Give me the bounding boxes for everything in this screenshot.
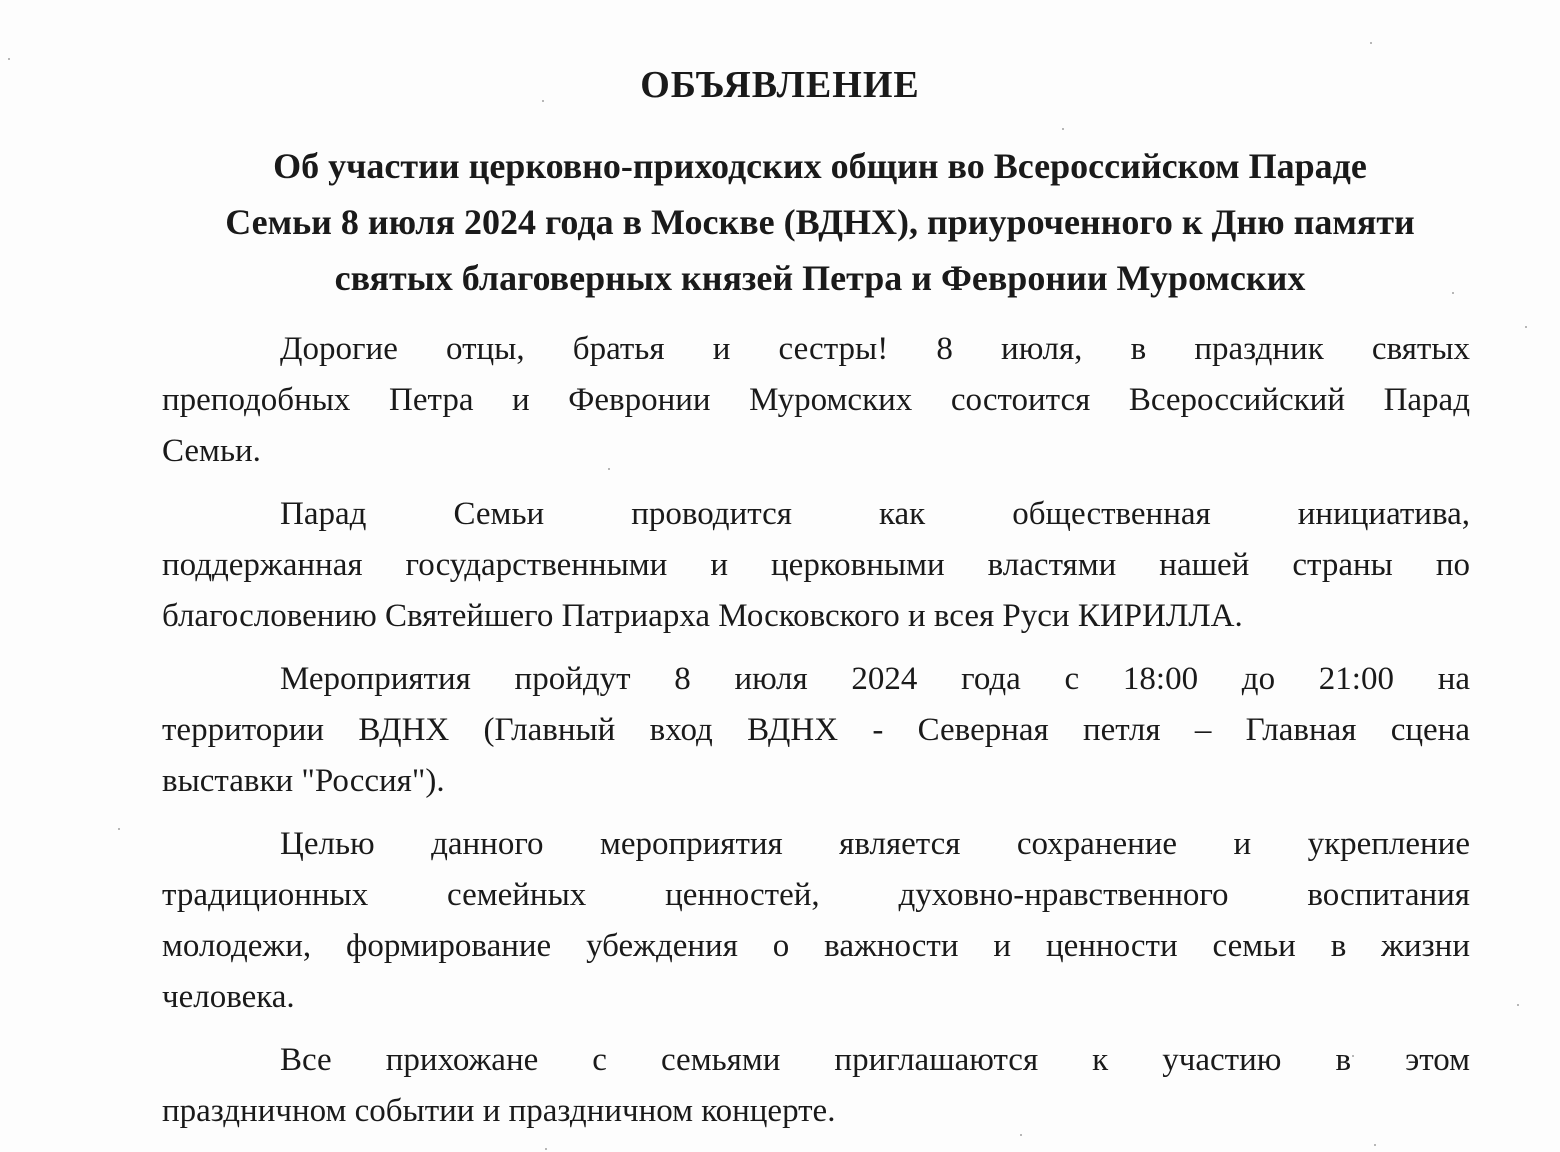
document-body xyxy=(162,324,1470,1149)
text-line: территории ВДНХ (Главный вход ВДНХ - Северная петля – Главная сцена xyxy=(162,712,1470,748)
document-subject xyxy=(150,138,1490,306)
text-line: Мероприятия пройдут 8 июля 2024 года с 18:00 до 21:00 на xyxy=(280,661,1470,697)
text-line: выставки "Россия"). xyxy=(162,763,445,799)
document-label: ОБЪЯВЛЕНИЕ xyxy=(640,64,920,106)
text-line: праздничном событии и праздничном концерте. xyxy=(162,1093,836,1129)
text-line: Все прихожане с семьями приглашаются к участию в этом xyxy=(280,1042,1470,1078)
paragraph-greeting xyxy=(162,324,1470,477)
subject-line: Семьи 8 июля 2024 года в Москве (ВДНХ), приуроченного к Дню памяти xyxy=(225,202,1415,242)
text-line: благословению Святейшего Патриарха Московского и всея Руси КИРИЛЛА. xyxy=(162,598,1243,634)
text-line: преподобных Петра и Февронии Муромских состоится Всероссийский Парад xyxy=(162,382,1470,418)
text-line: Целью данного мероприятия является сохранение и укрепление xyxy=(280,826,1470,862)
text-line: Семьи. xyxy=(162,433,261,469)
scan-speck xyxy=(118,828,120,830)
paragraph-purpose xyxy=(162,819,1470,1023)
scan-speck xyxy=(1370,42,1372,44)
paragraph-schedule xyxy=(162,654,1470,807)
paragraph-initiative xyxy=(162,489,1470,642)
scan-speck xyxy=(1517,1004,1519,1006)
text-line: Парад Семьи проводится как общественная инициатива, xyxy=(280,496,1470,532)
text-line: поддержанная государственными и церковными властями нашей страны по xyxy=(162,547,1470,583)
text-line: традиционных семейных ценностей, духовно-нравственного воспитания xyxy=(162,877,1470,913)
subject-line: святых благоверных князей Петра и Февронии Муромских xyxy=(334,258,1306,298)
text-line: человека. xyxy=(162,979,295,1015)
paragraph-invitation xyxy=(162,1035,1470,1137)
subject-line: Об участии церковно-приходских общин во Всероссийском Параде xyxy=(273,146,1367,186)
scan-speck xyxy=(1062,128,1064,130)
scan-speck xyxy=(1525,326,1527,328)
text-line: Дорогие отцы, братья и сестры! 8 июля, в праздник святых xyxy=(280,331,1470,367)
text-line: молодежи, формирование убеждения о важности и ценности семьи в жизни xyxy=(162,928,1470,964)
